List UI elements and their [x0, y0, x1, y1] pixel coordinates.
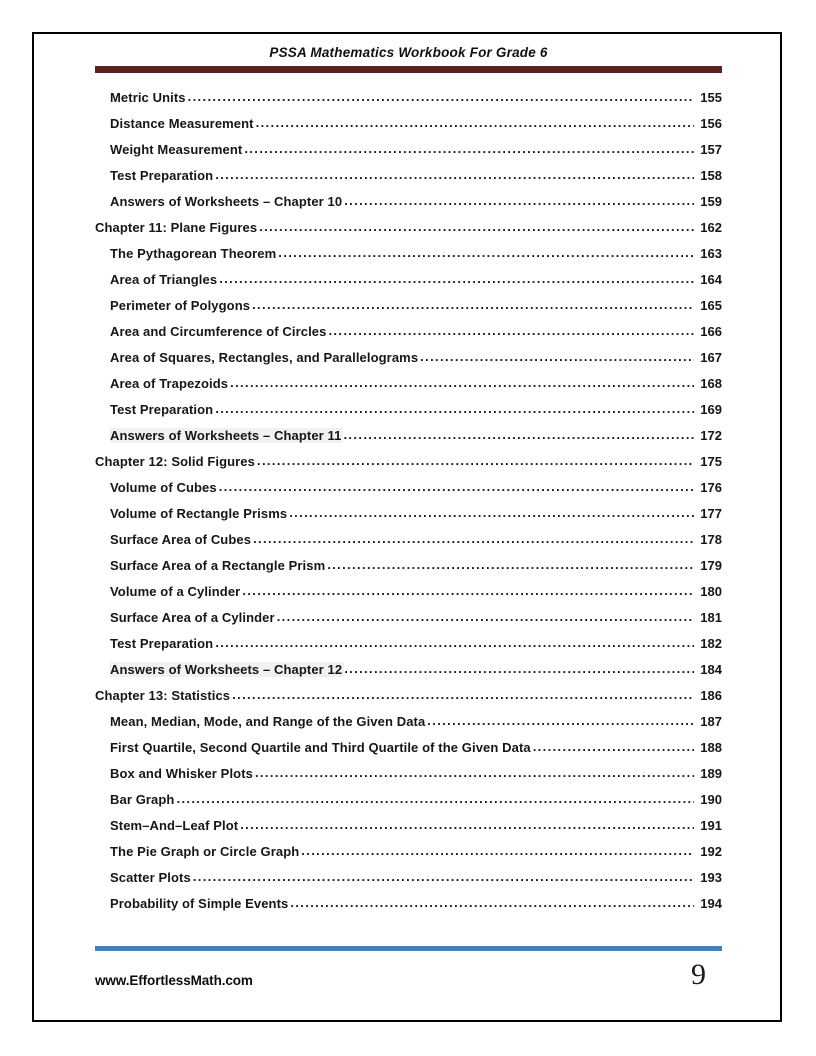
- toc-leader-dots: [252, 298, 694, 312]
- toc-leader-dots: [188, 90, 694, 104]
- toc-entry-label: Test Preparation: [110, 636, 214, 651]
- toc-leader-dots: [193, 870, 694, 884]
- toc-entry-page-number: 164: [700, 272, 722, 287]
- toc-leader-dots: [343, 428, 694, 442]
- toc-entry-page-number: 169: [700, 402, 722, 417]
- toc-entry-page-number: 155: [700, 90, 722, 105]
- toc-entry-page-number: 159: [700, 194, 722, 209]
- toc-leader-dots: [327, 558, 694, 572]
- toc-entry-label: Surface Area of Cubes: [110, 532, 252, 547]
- toc-leader-dots: [344, 662, 694, 676]
- page-number: 9: [691, 958, 706, 991]
- toc-leader-dots: [176, 792, 694, 806]
- toc-leader-dots: [256, 116, 694, 130]
- toc-entry[interactable]: [95, 324, 722, 350]
- toc-entry[interactable]: [95, 636, 722, 662]
- toc-entry[interactable]: [95, 90, 722, 116]
- toc-entry[interactable]: [95, 402, 722, 428]
- toc-entry[interactable]: [95, 480, 722, 506]
- toc-leader-dots: [277, 610, 694, 624]
- toc-entry-label: Weight Measurement: [110, 142, 243, 157]
- toc-entry[interactable]: [95, 818, 722, 844]
- toc-entry-label: Probability of Simple Events: [110, 896, 289, 911]
- toc-entry-page-number: 175: [700, 454, 722, 469]
- toc-leader-dots: [290, 896, 694, 910]
- toc-leader-dots: [215, 402, 694, 416]
- toc-entry[interactable]: [95, 350, 722, 376]
- toc-entry[interactable]: [95, 610, 722, 636]
- toc-entry-page-number: 188: [700, 740, 722, 755]
- toc-entry[interactable]: [95, 116, 722, 142]
- toc-entry[interactable]: [95, 844, 722, 870]
- toc-entry-label: Area and Circumference of Circles: [110, 324, 327, 339]
- toc-entry[interactable]: [95, 376, 722, 402]
- toc-leader-dots: [259, 220, 694, 234]
- toc-entry-page-number: 179: [700, 558, 722, 573]
- toc-entry[interactable]: [95, 272, 722, 298]
- toc-entry-label: First Quartile, Second Quartile and Third Quartile of the Given Data: [110, 740, 531, 755]
- toc-entry-label: Perimeter of Polygons: [110, 298, 251, 313]
- toc-entry[interactable]: [95, 246, 722, 272]
- toc-leader-dots: [301, 844, 694, 858]
- toc-leader-dots: [219, 272, 694, 286]
- toc-entry-label: Chapter 11: Plane Figures: [95, 220, 258, 235]
- website-url[interactable]: www.EffortlessMath.com: [95, 973, 253, 988]
- toc-entry-label: Mean, Median, Mode, and Range of the Given Data: [110, 714, 426, 729]
- toc-entry-page-number: 187: [700, 714, 722, 729]
- toc-entry-label: The Pie Graph or Circle Graph: [110, 844, 300, 859]
- toc-entry-label: Answers of Worksheets – Chapter 11: [110, 428, 342, 443]
- toc-leader-dots: [215, 636, 694, 650]
- toc-entry-page-number: 168: [700, 376, 722, 391]
- table-of-contents: [95, 90, 722, 922]
- toc-entry-label: Area of Trapezoids: [110, 376, 229, 391]
- toc-entry[interactable]: [95, 532, 722, 558]
- toc-entry-page-number: 193: [700, 870, 722, 885]
- toc-entry-label: Volume of a Cylinder: [110, 584, 241, 599]
- toc-entry-page-number: 163: [700, 246, 722, 261]
- toc-entry-label: Surface Area of a Rectangle Prism: [110, 558, 326, 573]
- toc-entry[interactable]: [95, 688, 722, 714]
- toc-entry[interactable]: [95, 714, 722, 740]
- toc-entry[interactable]: [95, 896, 722, 922]
- toc-entry[interactable]: [95, 766, 722, 792]
- toc-entry-page-number: 189: [700, 766, 722, 781]
- header-divider-rule: [95, 66, 722, 73]
- toc-entry-label: Volume of Rectangle Prisms: [110, 506, 288, 521]
- page-content: [95, 44, 722, 922]
- toc-entry-label: Surface Area of a Cylinder: [110, 610, 275, 625]
- toc-leader-dots: [278, 246, 694, 260]
- toc-entry-label: Area of Triangles: [110, 272, 218, 287]
- toc-entry-label: Scatter Plots: [110, 870, 191, 885]
- toc-entry-label: Box and Whisker Plots: [110, 766, 253, 781]
- toc-leader-dots: [244, 142, 694, 156]
- toc-entry-label: Metric Units: [110, 90, 186, 105]
- toc-entry[interactable]: [95, 584, 722, 610]
- toc-leader-dots: [240, 818, 694, 832]
- toc-entry-page-number: 182: [700, 636, 722, 651]
- toc-entry-label: Answers of Worksheets – Chapter 10: [110, 194, 343, 209]
- toc-entry-page-number: 172: [700, 428, 722, 443]
- toc-leader-dots: [289, 506, 694, 520]
- toc-leader-dots: [427, 714, 694, 728]
- page-header: [95, 44, 722, 78]
- toc-entry-page-number: 165: [700, 298, 722, 313]
- toc-entry-label: The Pythagorean Theorem: [110, 246, 277, 261]
- toc-entry[interactable]: [95, 662, 722, 688]
- toc-leader-dots: [230, 376, 694, 390]
- toc-entry-page-number: 180: [700, 584, 722, 599]
- toc-entry[interactable]: [95, 220, 722, 246]
- toc-leader-dots: [232, 688, 694, 702]
- toc-leader-dots: [253, 532, 694, 546]
- toc-entry[interactable]: [95, 194, 722, 220]
- toc-leader-dots: [255, 766, 694, 780]
- toc-entry[interactable]: [95, 506, 722, 532]
- toc-entry-label: Distance Measurement: [110, 116, 254, 131]
- toc-entry-label: Answers of Worksheets – Chapter 12: [110, 662, 343, 677]
- toc-entry-page-number: 157: [700, 142, 722, 157]
- toc-leader-dots: [420, 350, 694, 364]
- toc-entry[interactable]: [95, 168, 722, 194]
- toc-entry[interactable]: [95, 870, 722, 896]
- toc-leader-dots: [533, 740, 694, 754]
- toc-entry-page-number: 184: [700, 662, 722, 677]
- toc-entry-label: Test Preparation: [110, 168, 214, 183]
- toc-entry[interactable]: [95, 558, 722, 584]
- toc-entry-page-number: 178: [700, 532, 722, 547]
- toc-entry-page-number: 186: [700, 688, 722, 703]
- toc-entry-label: Test Preparation: [110, 402, 214, 417]
- toc-leader-dots: [242, 584, 694, 598]
- toc-entry-label: Area of Squares, Rectangles, and Parallelograms: [110, 350, 419, 365]
- toc-entry-page-number: 181: [700, 610, 722, 625]
- toc-entry[interactable]: [95, 298, 722, 324]
- toc-entry[interactable]: [95, 428, 722, 454]
- toc-leader-dots: [219, 480, 694, 494]
- toc-entry-page-number: 192: [700, 844, 722, 859]
- toc-entry-label: Stem–And–Leaf Plot: [110, 818, 239, 833]
- toc-entry-page-number: 190: [700, 792, 722, 807]
- toc-entry-label: Bar Graph: [110, 792, 175, 807]
- toc-leader-dots: [344, 194, 694, 208]
- toc-entry[interactable]: [95, 792, 722, 818]
- toc-entry-page-number: 176: [700, 480, 722, 495]
- toc-leader-dots: [215, 168, 694, 182]
- toc-entry-label: Chapter 13: Statistics: [95, 688, 231, 703]
- toc-entry-page-number: 156: [700, 116, 722, 131]
- toc-entry-label: Chapter 12: Solid Figures: [95, 454, 255, 469]
- toc-entry-page-number: 162: [700, 220, 722, 235]
- toc-entry-page-number: 166: [700, 324, 722, 339]
- toc-entry-page-number: 194: [700, 896, 722, 911]
- toc-entry[interactable]: [95, 142, 722, 168]
- page-footer: [95, 946, 722, 989]
- toc-entry-page-number: 177: [700, 506, 722, 521]
- toc-entry[interactable]: [95, 740, 722, 766]
- book-title: PSSA Mathematics Workbook For Grade 6: [269, 45, 548, 60]
- toc-entry-page-number: 158: [700, 168, 722, 183]
- toc-leader-dots: [328, 324, 694, 338]
- toc-entry-label: Volume of Cubes: [110, 480, 217, 495]
- toc-entry-page-number: 167: [700, 350, 722, 365]
- toc-entry-page-number: 191: [700, 818, 722, 833]
- toc-leader-dots: [257, 454, 694, 468]
- toc-entry[interactable]: [95, 454, 722, 480]
